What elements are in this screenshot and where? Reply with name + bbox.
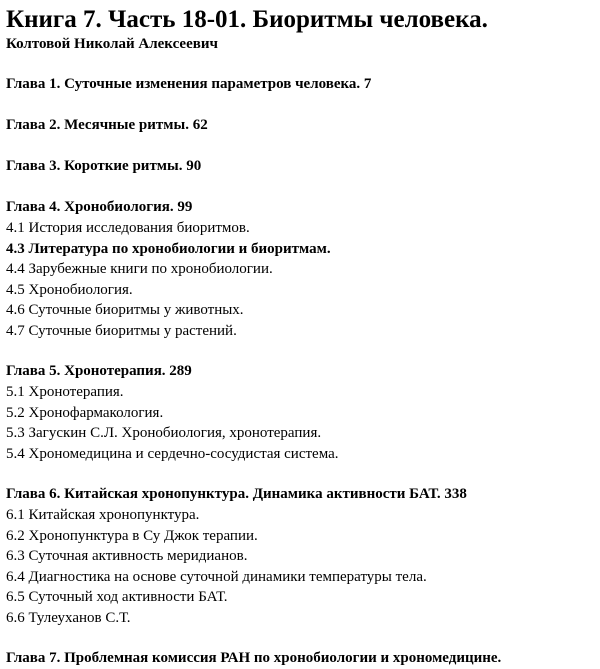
section-item: 4.7 Суточные биоритмы у растений. xyxy=(6,322,237,339)
section-item: 6.4 Диагностика на основе суточной динамики температуры тела. xyxy=(6,568,427,585)
section-item: 4.5 Хронобиология. xyxy=(6,281,133,298)
chapter-heading: Глава 2. Месячные ритмы. 62 xyxy=(6,117,208,133)
chapter-4 xyxy=(6,197,600,341)
chapter-1 xyxy=(6,74,600,95)
chapter-3 xyxy=(6,156,600,177)
section-item: 5.4 Хрономедицина и сердечно-сосудистая система. xyxy=(6,445,339,462)
section-item: 6.6 Тулеуханов С.Т. xyxy=(6,609,131,626)
section-item: 4.1 История исследования биоритмов. xyxy=(6,220,250,236)
section-item: 6.2 Хронопунктура в Су Джок терапии. xyxy=(6,527,258,544)
section-item: 4.4 Зарубежные книги по хронобиологии. xyxy=(6,261,273,277)
chapter-6 xyxy=(6,484,600,628)
section-item: 4.6 Суточные биоритмы у животных. xyxy=(6,302,244,318)
book-title: Книга 7. Часть 18-01. Биоритмы человека. xyxy=(6,6,488,33)
chapter-heading: Глава 6. Китайская хронопунктура. Динамика активности БАТ. 338 xyxy=(6,486,467,502)
section-item: 6.3 Суточная активность меридианов. xyxy=(6,548,248,564)
section-item: 5.2 Хронофармакология. xyxy=(6,404,164,421)
chapter-2 xyxy=(6,115,600,136)
chapter-heading: Глава 1. Суточные изменения параметров человека. 7 xyxy=(6,76,372,92)
section-item: 5.1 Хронотерапия. xyxy=(6,384,124,400)
chapter-heading: Глава 7. Проблемная комиссия РАН по хронобиологии и хрономедицине. xyxy=(6,650,502,666)
section-item: 5.3 Загускин С.Л. Хронобиология, хронотерапия. xyxy=(6,425,322,441)
chapter-7 xyxy=(6,648,600,669)
section-item: 4.3 Литература по хронобиологии и биоритмам. xyxy=(6,240,331,257)
section-item: 6.1 Китайская хронопунктура. xyxy=(6,507,200,523)
chapter-5 xyxy=(6,361,600,464)
section-item: 6.5 Суточный ход активности БАТ. xyxy=(6,589,228,605)
chapter-heading: Глава 4. Хронобиология. 99 xyxy=(6,199,193,215)
author-name: Колтовой Николай Алексеевич xyxy=(6,36,218,52)
chapter-heading: Глава 5. Хронотерапия. 289 xyxy=(6,363,192,379)
chapter-heading: Глава 3. Короткие ритмы. 90 xyxy=(6,158,202,174)
